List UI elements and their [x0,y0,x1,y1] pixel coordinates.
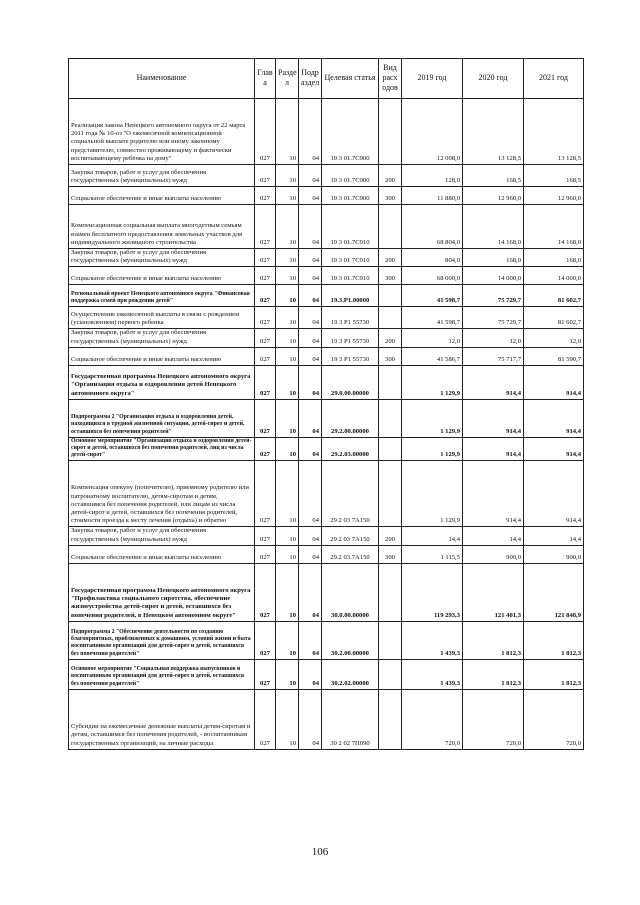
table-row [69,249,584,267]
row-2021: 121 848,9 [524,563,584,621]
row-vid: 300 [379,347,402,365]
row-glava: 027 [255,267,276,285]
row-glava: 027 [255,399,276,437]
row-2020: 1 812,3 [463,659,524,689]
row-podrazdel: 04 [299,267,322,285]
row-vid [379,99,402,165]
row-2019: 41 586,7 [402,347,463,365]
row-vid: 200 [379,249,402,267]
row-2021: 81 590,7 [524,347,584,365]
row-razdel: 10 [276,249,299,267]
row-glava: 027 [255,249,276,267]
table-row [69,461,584,527]
row-podrazdel: 04 [299,329,322,347]
row-glava: 027 [255,437,276,461]
row-2019: 128,0 [402,165,463,187]
row-2020: 914,4 [463,437,524,461]
row-2020: 1 812,3 [463,621,524,659]
table-row [69,267,584,285]
row-razdel: 10 [276,165,299,187]
table-row [69,165,584,187]
row-name: Компенсационная социальная выплата многодетным семьям взамен бесплатного предоставления земельных участков для индивидуального жилищного строительства [69,205,255,249]
row-podrazdel: 04 [299,365,322,399]
row-name: Субсидии на ежемесячные денежные выплаты детям-сиротам и детям, оставшимся без попечения родителей, - воспитанникам государственных организаций, на личные расходы [69,689,255,749]
row-vid: 200 [379,329,402,347]
row-glava: 027 [255,689,276,749]
row-2021: 168,5 [524,165,584,187]
row-target: 29.2.00.00000 [322,399,379,437]
row-podrazdel: 04 [299,621,322,659]
header-glava: Глав а [255,59,276,99]
table-row [69,347,584,365]
row-razdel: 10 [276,99,299,165]
header-target: Целевая статья [322,59,379,99]
row-vid: 300 [379,545,402,563]
table-row [69,545,584,563]
row-2019: 14,4 [402,527,463,545]
row-2021: 14 000,0 [524,267,584,285]
row-vid: 200 [379,165,402,187]
table-row [69,99,584,165]
row-2019: 1 129,9 [402,461,463,527]
row-target: 29.0.00.00000 [322,365,379,399]
row-target: 29 2 03 7А150 [322,527,379,545]
page-number: 106 [311,846,329,858]
row-target: 30.2.02.00000 [322,659,379,689]
row-target: 29.2.03.00000 [322,437,379,461]
header-name: Наименование [69,59,255,99]
row-target: 19 3 01.7С900 [322,165,379,187]
row-2021: 81 602,7 [524,285,584,307]
row-podrazdel: 04 [299,545,322,563]
row-podrazdel: 04 [299,347,322,365]
row-2021: 13 128,5 [524,99,584,165]
row-2019: 1 439,3 [402,659,463,689]
row-glava: 027 [255,527,276,545]
row-2020: 914,4 [463,365,524,399]
row-razdel: 10 [276,621,299,659]
row-name: Социальное обеспечение и иные выплаты населению [69,545,255,563]
row-2019: 12 008,0 [402,99,463,165]
row-glava: 027 [255,461,276,527]
row-name: Подпрограмма 2 "Организация отдыха и оздоровления детей, находящихся в трудной жизненной ситуации, детей-сирот и детей, оставшихся без попечения родителей" [69,399,255,437]
table-row [69,187,584,205]
row-podrazdel: 04 [299,461,322,527]
row-podrazdel: 04 [299,399,322,437]
row-2020: 121 401,3 [463,563,524,621]
row-name: Региональный проект Ненецкого автономного округа "Финансовая поддержка семей при рождении детей" [69,285,255,307]
row-2020: 14 168,0 [463,205,524,249]
row-podrazdel: 04 [299,307,322,329]
row-target: 29 2 03 7А150 [322,461,379,527]
row-2020: 75 729,7 [463,285,524,307]
row-2020: 720,0 [463,689,524,749]
row-2020: 168,5 [463,165,524,187]
row-target: 30.0.00.00000 [322,563,379,621]
table-row [69,527,584,545]
row-target: 19 3 Р1 55730 [322,307,379,329]
table-row [69,329,584,347]
row-vid [379,307,402,329]
row-razdel: 10 [276,187,299,205]
row-2019: 1 115,5 [402,545,463,563]
row-glava: 027 [255,165,276,187]
row-name: Закупка товаров, работ и услуг для обеспечения государственных (муниципальных) нужд [69,527,255,545]
budget-table [68,58,584,750]
table-row [69,285,584,307]
header-vid: Вид расх одов [379,59,402,99]
row-2019: 12,0 [402,329,463,347]
row-2020: 75 717,7 [463,347,524,365]
row-2021: 914,4 [524,365,584,399]
row-2020: 14,4 [463,527,524,545]
row-glava: 027 [255,99,276,165]
row-2019: 11 880,0 [402,187,463,205]
row-name: Государственная программа Ненецкого автономного округа "Организация отдыха и оздоровления детей Ненецкого автономного округа" [69,365,255,399]
row-podrazdel: 04 [299,527,322,545]
table-row [69,659,584,689]
row-target: 19 3 01 7С910 [322,249,379,267]
row-name: Подпрограмма 2 "Обеспечение деятельности по созданию благоприятных, приближенных к домашним, условий жизни и быта воспитанников организаций для детей-сирот и детей, оставшихся без попечения родителей" [69,621,255,659]
row-vid [379,563,402,621]
row-name: Закупка товаров, работ и услуг для обеспечения государственных (муниципальных) нужд [69,329,255,347]
row-vid [379,399,402,437]
row-podrazdel: 04 [299,165,322,187]
row-target: 19 3 01.7С910 [322,267,379,285]
row-name: Основное мероприятие "Организация отдыха и оздоровления детей-сирот и детей, оставшихся без попечения родителей, лиц из числа детей-сирот" [69,437,255,461]
header-2019: 2019 год [402,59,463,99]
row-razdel: 10 [276,267,299,285]
row-2020: 914,4 [463,399,524,437]
row-target: 30 2 02 7П090 [322,689,379,749]
row-2019: 119 293,3 [402,563,463,621]
row-razdel: 10 [276,307,299,329]
row-glava: 027 [255,659,276,689]
row-vid: 300 [379,267,402,285]
row-2019: 720,0 [402,689,463,749]
row-target: 29.2 03.7А150 [322,545,379,563]
row-2019: 1 439,3 [402,621,463,659]
row-podrazdel: 04 [299,659,322,689]
row-razdel: 10 [276,563,299,621]
row-podrazdel: 04 [299,437,322,461]
row-razdel: 10 [276,285,299,307]
row-target: 19.3.Р1.00000 [322,285,379,307]
row-2021: 914,4 [524,437,584,461]
row-2019: 804,0 [402,249,463,267]
row-2021: 14,4 [524,527,584,545]
header-2021: 2021 год [524,59,584,99]
row-2020: 914,4 [463,461,524,527]
table-row [69,307,584,329]
row-glava: 027 [255,329,276,347]
row-2019: 68 000,0 [402,267,463,285]
row-2021: 720,0 [524,689,584,749]
row-name: Закупка товаров, работ и услуг для обеспечения государственных (муниципальных) нужд [69,249,255,267]
row-razdel: 10 [276,329,299,347]
row-vid [379,285,402,307]
row-vid [379,621,402,659]
header-razdel: Разде л [276,59,299,99]
row-target: 19 3 Р1 55730 [322,347,379,365]
row-glava: 027 [255,205,276,249]
table-row [69,563,584,621]
row-2021: 12 960,0 [524,187,584,205]
row-glava: 027 [255,187,276,205]
row-razdel: 10 [276,347,299,365]
row-podrazdel: 04 [299,285,322,307]
row-2021: 914,4 [524,399,584,437]
row-vid [379,659,402,689]
row-podrazdel: 04 [299,99,322,165]
row-glava: 027 [255,365,276,399]
row-razdel: 10 [276,437,299,461]
row-target: 30.2.00.00000 [322,621,379,659]
row-2019: 41 598,7 [402,285,463,307]
row-2020: 12,0 [463,329,524,347]
row-target: 19 3 01.7С900 [322,99,379,165]
row-name: Социальное обеспечение и иные выплаты населению [69,267,255,285]
row-podrazdel: 04 [299,187,322,205]
row-2021: 81 602,7 [524,307,584,329]
row-name: Осуществление ежемесячной выплаты в связи с рождением (усыновлением) первого ребенка [69,307,255,329]
row-razdel: 10 [276,659,299,689]
row-2020: 900,0 [463,545,524,563]
row-vid: 300 [379,187,402,205]
row-2019: 1 129,9 [402,399,463,437]
row-2019: 68 804,0 [402,205,463,249]
row-2020: 14 000,0 [463,267,524,285]
row-glava: 027 [255,307,276,329]
row-name: Государственная программа Ненецкого автономного округа "Профилактика социального сиротства, обеспечение жизнеустройства детей-сирот и детей, оставшихся без попечения родителей, в Ненецком автономном округе" [69,563,255,621]
row-target: 19 3 Р1 55730 [322,329,379,347]
row-2021: 914,4 [524,461,584,527]
row-name: Социальное обеспечение и иные выплаты населению [69,347,255,365]
row-2019: 41 598,7 [402,307,463,329]
table-header-row [69,59,584,99]
row-2019: 1 129,9 [402,365,463,399]
row-podrazdel: 04 [299,205,322,249]
row-name: Основное мероприятие "Социальная поддержка выпускников и воспитанников организаций для детей-сирот и детей, оставшихся без попечения родителей" [69,659,255,689]
row-2020: 168,0 [463,249,524,267]
row-2019: 1 129,9 [402,437,463,461]
row-razdel: 10 [276,399,299,437]
row-vid [379,461,402,527]
row-target: 19 3 01.7С910 [322,205,379,249]
row-razdel: 10 [276,205,299,249]
row-glava: 027 [255,545,276,563]
row-podrazdel: 04 [299,249,322,267]
row-vid: 200 [379,527,402,545]
row-2021: 168,0 [524,249,584,267]
row-podrazdel: 04 [299,689,322,749]
row-name: Закупка товаров, работ и услуг для обеспечения государственных (муниципальных) нужд [69,165,255,187]
row-name: Компенсация опекуну (попечителю), приемному родителю или патронатному воспитателю, детям-сиротам и детям, оставшимся без попечения родителей, или лицам из числа детей-сирот и детей, оставшихся без попечения родителей, стоимости проезда к месту лечения (отдыха) и обратно [69,461,255,527]
row-2020: 12 960,0 [463,187,524,205]
row-razdel: 10 [276,545,299,563]
header-2020: 2020 год [463,59,524,99]
row-vid [379,365,402,399]
row-razdel: 10 [276,461,299,527]
row-2021: 1 812,3 [524,659,584,689]
row-glava: 027 [255,621,276,659]
row-glava: 027 [255,347,276,365]
row-2020: 75 729,7 [463,307,524,329]
header-podrazdel: Подр аздел [299,59,322,99]
row-glava: 027 [255,285,276,307]
row-2021: 900,0 [524,545,584,563]
row-2021: 1 812,3 [524,621,584,659]
row-2020: 13 128,5 [463,99,524,165]
table-row [69,365,584,399]
row-name: Социальное обеспечение и иные выплаты населению [69,187,255,205]
row-vid [379,689,402,749]
table-row [69,621,584,659]
row-podrazdel: 04 [299,563,322,621]
table-row [69,205,584,249]
row-name: Реализация закона Ненецкого автономного округа от 22 марта 2011 года № 10-оз "О ежемесячной компенсационной социальной выплате родителю или иному законному представителю, совместно проживающему и фактически воспитывающему ребёнка на дому" [69,99,255,165]
row-vid [379,205,402,249]
table-row [69,689,584,749]
row-2021: 12,0 [524,329,584,347]
table-row [69,437,584,461]
table-row [69,399,584,437]
row-vid [379,437,402,461]
row-target: 19 3 01.7С900 [322,187,379,205]
row-glava: 027 [255,563,276,621]
row-2021: 14 168,0 [524,205,584,249]
row-razdel: 10 [276,527,299,545]
row-razdel: 10 [276,689,299,749]
row-razdel: 10 [276,365,299,399]
